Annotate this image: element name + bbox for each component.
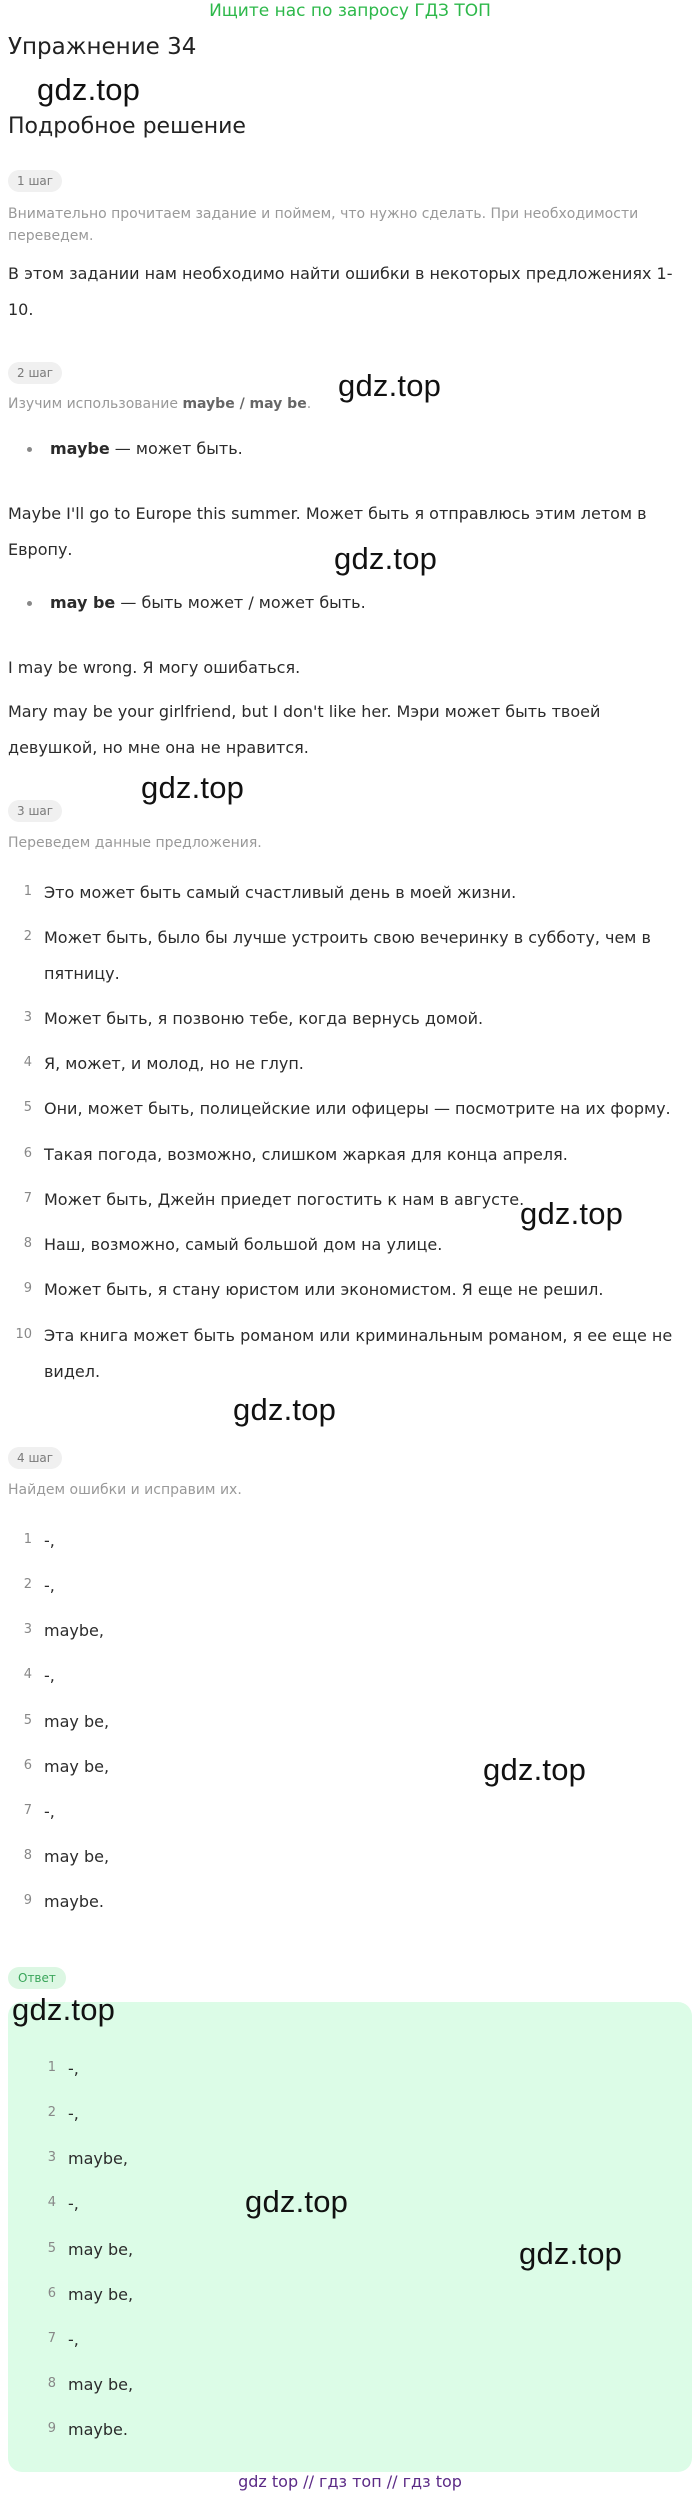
- item-number: 9: [23, 1893, 32, 1908]
- item-text: Может быть, было бы лучше устроить свою вечеринку в субботу, чем в пятницу.: [44, 928, 651, 983]
- item-number: 2: [23, 929, 32, 944]
- item-number: 2: [23, 1577, 32, 1592]
- item-number: 8: [23, 1848, 32, 1863]
- item-number: 4: [23, 1667, 32, 1682]
- item-number: 8: [23, 1236, 32, 1251]
- footer-separator: //: [381, 2472, 403, 2491]
- example-3: Mary may be your girlfriend, but I don't like her. Мэри может быть твоей девушкой, но мне она не нравится.: [8, 702, 601, 757]
- item-text: may be,: [68, 2285, 134, 2304]
- item-text: -,: [44, 1666, 55, 1685]
- item-number: 6: [47, 2286, 56, 2301]
- page-title: Упражнение 34: [8, 34, 197, 60]
- item-number: 5: [47, 2241, 56, 2256]
- step-badge-2: 2 шаг: [8, 362, 62, 384]
- item-number: 5: [23, 1100, 32, 1115]
- step-badge-3: 3 шаг: [8, 800, 62, 822]
- item-text: may be,: [44, 1847, 110, 1866]
- item-text: -,: [68, 2330, 79, 2349]
- bullet-text: [50, 434, 243, 464]
- item-number: 4: [23, 1055, 32, 1070]
- item-text: Я, может, и молод, но не глуп.: [44, 1054, 304, 1073]
- item-number: 9: [23, 1281, 32, 1296]
- top-banner[interactable]: Ищите нас по запросу ГДЗ ТОП: [209, 1, 491, 21]
- footer-links: [0, 2470, 700, 2493]
- item-number: 1: [23, 884, 32, 899]
- step-2-hint-suffix: .: [306, 396, 312, 412]
- item-number: 4: [47, 2195, 56, 2210]
- item-text: may be,: [68, 2375, 134, 2394]
- item-number: 7: [23, 1803, 32, 1818]
- item-number: 8: [47, 2376, 56, 2391]
- item-number: 2: [47, 2105, 56, 2120]
- watermark: gdz.top: [245, 2184, 349, 2219]
- item-text: maybe.: [44, 1892, 104, 1911]
- item-number: 5: [23, 1713, 32, 1728]
- item-text: Они, может быть, полицейские или офицеры — посмотрите на их форму.: [44, 1099, 671, 1118]
- watermark: gdz.top: [338, 368, 442, 403]
- watermark: gdz.top: [520, 1196, 624, 1231]
- item-number: 6: [23, 1758, 32, 1773]
- term: maybe: [50, 439, 110, 458]
- item-text: -,: [68, 2104, 79, 2123]
- watermark: gdz.top: [334, 541, 438, 576]
- list-item: [0, 434, 690, 464]
- item-text: Наш, возможно, самый большой дом на улице.: [44, 1235, 443, 1254]
- item-text: maybe.: [68, 2420, 128, 2439]
- item-text: Такая погода, возможно, слишком жаркая для конца апреля.: [44, 1145, 568, 1164]
- item-number: 10: [15, 1327, 32, 1342]
- item-text: may be,: [44, 1712, 110, 1731]
- watermark: gdz.top: [12, 1992, 116, 2027]
- item-text: maybe,: [68, 2149, 128, 2168]
- item-number: 7: [47, 2331, 56, 2346]
- bullet-text: [50, 588, 366, 618]
- step-1-hint: Внимательно прочитаем задание и поймем, что нужно сделать. При необходимости переведем.: [8, 206, 639, 244]
- item-number: 9: [47, 2421, 56, 2436]
- item-number: 3: [47, 2150, 56, 2165]
- item-text: Может быть, Джейн приедет погостить к нам в августе.: [44, 1190, 525, 1209]
- item-text: Может быть, я стану юристом или экономистом. Я еще не решил.: [44, 1280, 604, 1299]
- term: may be: [50, 593, 116, 612]
- item-number: 7: [23, 1191, 32, 1206]
- item-text: -,: [44, 1531, 55, 1550]
- footer-link-2[interactable]: гдз топ: [319, 2472, 382, 2491]
- footer-link-3[interactable]: гдз top: [402, 2472, 462, 2491]
- watermark: gdz.top: [141, 770, 245, 805]
- item-text: Это может быть самый счастливый день в моей жизни.: [44, 883, 517, 902]
- item-text: Эта книга может быть романом или криминальным романом, я ее еще не видел.: [44, 1326, 673, 1381]
- step-4-hint: Найдем ошибки и исправим их.: [8, 1482, 242, 1498]
- step-2-hint-prefix: Изучим использование: [8, 396, 183, 412]
- step-badge-4: 4 шаг: [8, 1447, 62, 1469]
- watermark: gdz.top: [519, 2236, 623, 2271]
- bullet-dot: [27, 601, 32, 606]
- item-text: maybe,: [44, 1621, 104, 1640]
- list-item: [0, 588, 690, 618]
- item-number: 1: [47, 2060, 56, 2075]
- example-1: Maybe I'll go to Europe this summer. Может быть я отправлюсь этим летом в Европу.: [8, 504, 647, 559]
- step-3-hint: Переведем данные предложения.: [8, 835, 262, 851]
- item-text: may be,: [44, 1757, 110, 1776]
- footer-separator: //: [298, 2472, 320, 2491]
- item-number: 6: [23, 1146, 32, 1161]
- item-text: Может быть, я позвоню тебе, когда вернусь домой.: [44, 1009, 484, 1028]
- step-badge-1: 1 шаг: [8, 170, 62, 192]
- watermark: gdz.top: [37, 72, 141, 107]
- item-number: 1: [23, 1532, 32, 1547]
- step-2-hint-bold: maybe / may be: [182, 396, 307, 412]
- watermark: gdz.top: [233, 1392, 337, 1427]
- answer-badge: Ответ: [8, 1967, 66, 1989]
- step-2-hint: [8, 393, 688, 415]
- example-2: I may be wrong. Я могу ошибаться.: [8, 658, 301, 677]
- item-text: may be,: [68, 2240, 134, 2259]
- watermark: gdz.top: [483, 1752, 587, 1787]
- definition: — может быть.: [109, 439, 243, 458]
- item-text: -,: [44, 1802, 55, 1821]
- bullet-dot: [27, 447, 32, 452]
- item-text: -,: [44, 1576, 55, 1595]
- step-1-text: В этом задании нам необходимо найти ошибки в некоторых предложениях 1-10.: [8, 264, 673, 319]
- item-text: -,: [68, 2059, 79, 2078]
- definition: — быть может / может быть.: [115, 593, 366, 612]
- item-number: 3: [23, 1010, 32, 1025]
- item-text: -,: [68, 2194, 79, 2213]
- section-title: Подробное решение: [8, 114, 246, 139]
- item-number: 3: [23, 1622, 32, 1637]
- footer-link-1[interactable]: gdz top: [238, 2472, 299, 2491]
